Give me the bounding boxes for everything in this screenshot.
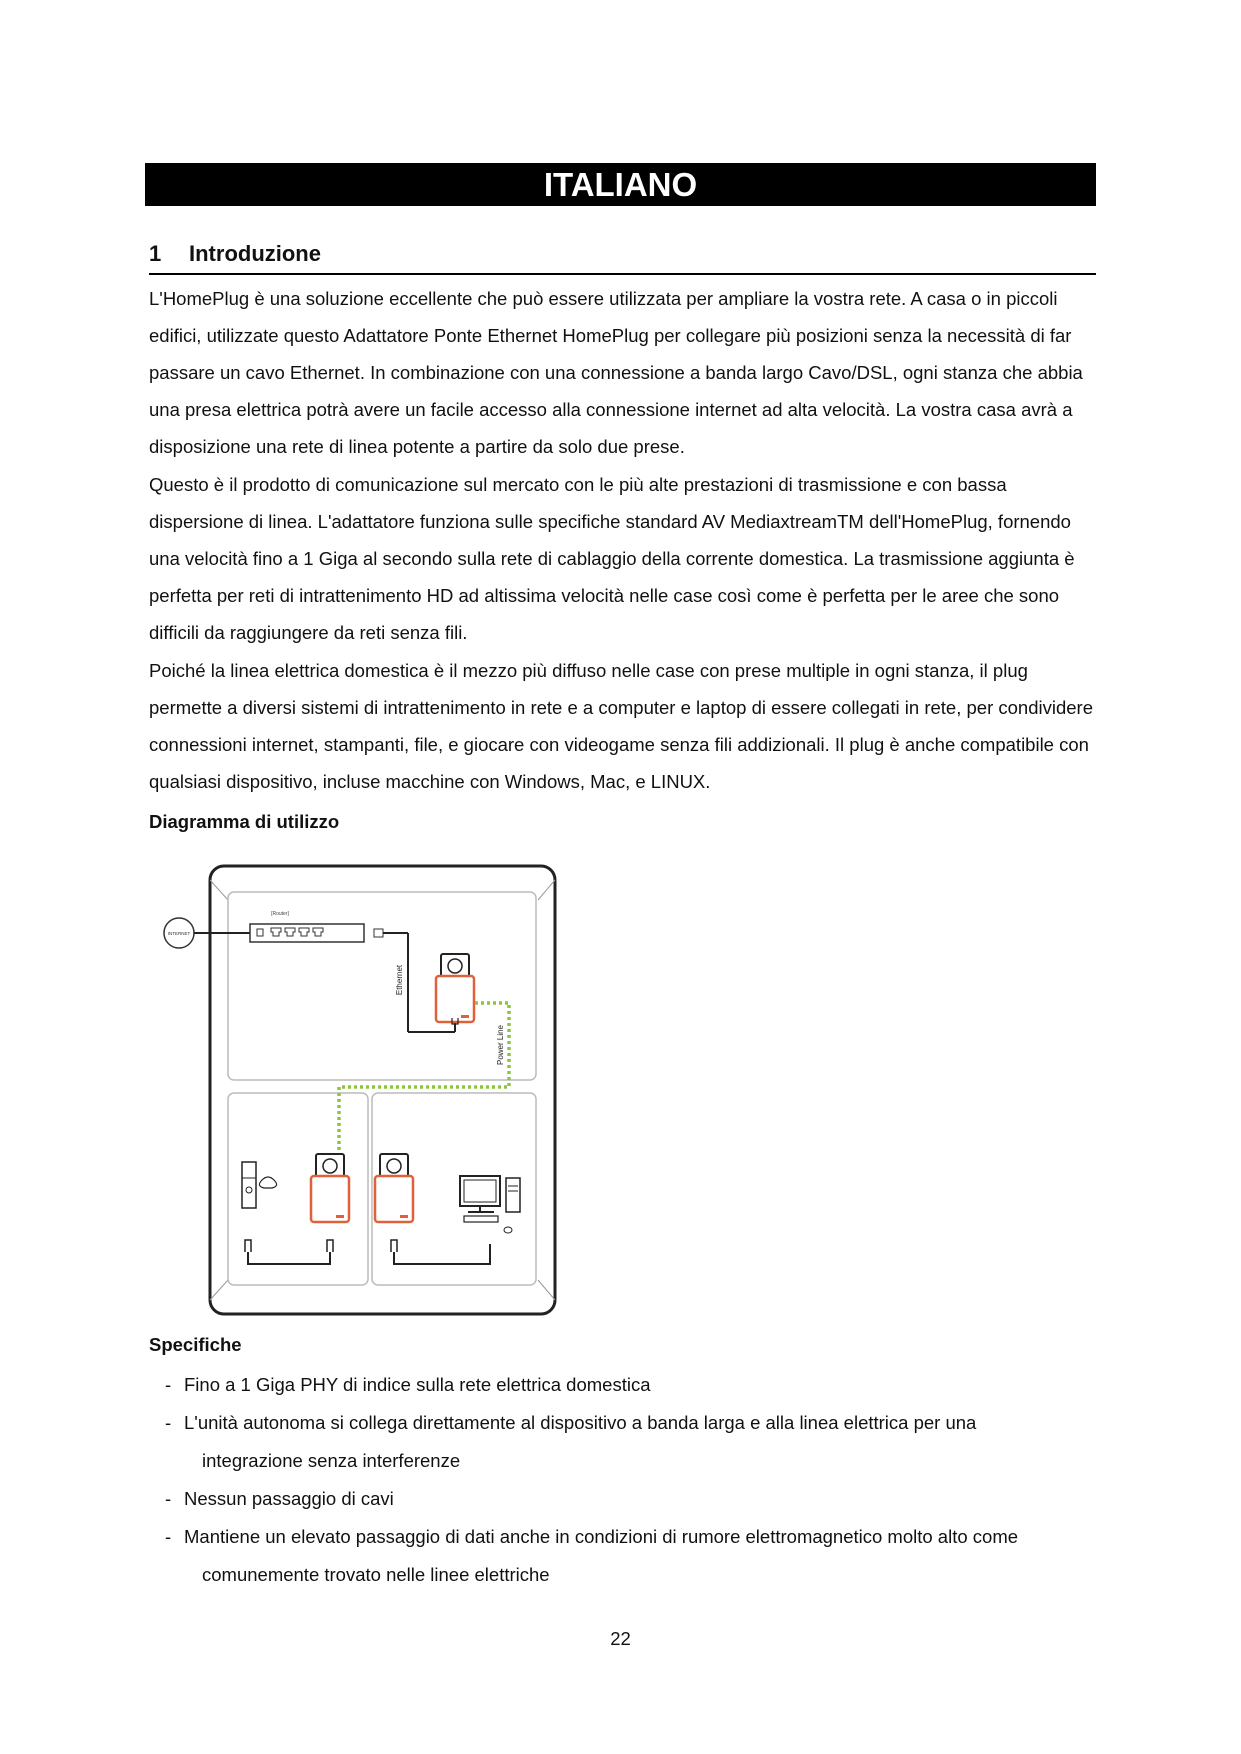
spec-item-continuation: comunemente trovato nelle linee elettriche	[202, 1564, 550, 1585]
specs-section	[149, 1328, 1099, 1594]
spec-item: - Fino a 1 Giga PHY di indice sulla rete elettrica domestica	[165, 1374, 651, 1395]
spec-item-text: Fino a 1 Giga PHY di indice sulla rete elettrica domestica	[184, 1374, 651, 1395]
specs-list	[149, 1366, 1099, 1594]
paragraph-1: L'HomePlug è una soluzione eccellente che può essere utilizzata per ampliare la vostra rete. A casa o in piccoli edifici, utilizzate questo Adattatore Ponte Ethernet HomePlug per collegare più posizioni senza la necessità di far passare un cavo Ethernet. In combinazione con una connessione a banda largo Cavo/DSL, ogni stanza che abbia una presa elettrica potrà avere un facile accesso alla connessione internet ad alta velocità. La vostra casa avrà a disposizione una rete di linea potente a partire da solo due prese.	[149, 288, 1083, 457]
room-top	[228, 892, 536, 1080]
section-number: 1	[149, 241, 162, 266]
spec-item: - Mantiene un elevato passaggio di dati anche in condizioni di rumore elettromagnetico molto alto come comunemente trovato nelle linee elettriche	[149, 1518, 1099, 1594]
section-title: Introduzione	[189, 241, 321, 266]
specs-heading: Specifiche	[149, 1334, 242, 1355]
spec-item-text: Nessun passaggio di cavi	[184, 1488, 394, 1509]
usage-diagram-svg	[158, 860, 563, 1320]
spec-item: - Nessun passaggio di cavi	[165, 1488, 394, 1509]
intro-body	[149, 280, 1099, 840]
spec-item: - L'unità autonoma si collega direttamente al dispositivo a banda larga e alla linea elettrica per una integrazione senza interferenze	[149, 1404, 1099, 1480]
section-heading	[149, 241, 1096, 275]
computer-tower-icon	[506, 1178, 520, 1212]
page-number: 22	[610, 1628, 631, 1649]
power-line-label: Power Line	[496, 1024, 505, 1066]
language-banner: ITALIANO	[145, 163, 1096, 206]
spec-item-continuation: integrazione senza interferenze	[202, 1450, 461, 1471]
keyboard-icon	[464, 1216, 498, 1222]
ethernet-plug-icon	[374, 929, 383, 937]
spec-item-text: L'unità autonoma si collega direttamente al dispositivo a banda larga e alla linea elettrica per una	[184, 1412, 977, 1433]
paragraph-2: Questo è il prodotto di comunicazione sul mercato con le più alte prestazioni di trasmissione e con bassa dispersione di linea. L'adattatore funziona sulle specifiche standard AV MediaxtreamTM dell'HomePlug, fornendo una velocità fino a 1 Giga al secondo sulla rete di cablaggio della corrente domestica. La trasmissione aggiunta è perfetta per reti di intrattenimento HD ad altissima velocità nelle case così come è perfetta per le aree che sono difficili da raggiungere da reti senza fili.	[149, 474, 1075, 643]
spec-item-text: Mantiene un elevato passaggio di dati anche in condizioni di rumore elettromagnetico molto alto come	[184, 1526, 1019, 1547]
ethernet-label: Ethernet	[395, 964, 404, 996]
paragraph-3: Poiché la linea elettrica domestica è il mezzo più diffuso nelle case con prese multiple in ogni stanza, il plug permette a diversi sistemi di intrattenimento in rete e a computer e laptop di essere collegati in rete, per condividere connessioni internet, stampanti, file, e giocare con videogame senza fili addizionali. Il plug è anche compatibile con qualsiasi dispositivo, incluse macchine con Windows, Mac, e LINUX.	[149, 660, 1093, 792]
game-console-icon	[242, 1162, 256, 1208]
diagram-heading: Diagramma di utilizzo	[149, 811, 340, 832]
router-label: [Router]	[271, 911, 289, 917]
usage-diagram	[158, 860, 563, 1320]
internet-label: INTERNET	[167, 931, 191, 936]
